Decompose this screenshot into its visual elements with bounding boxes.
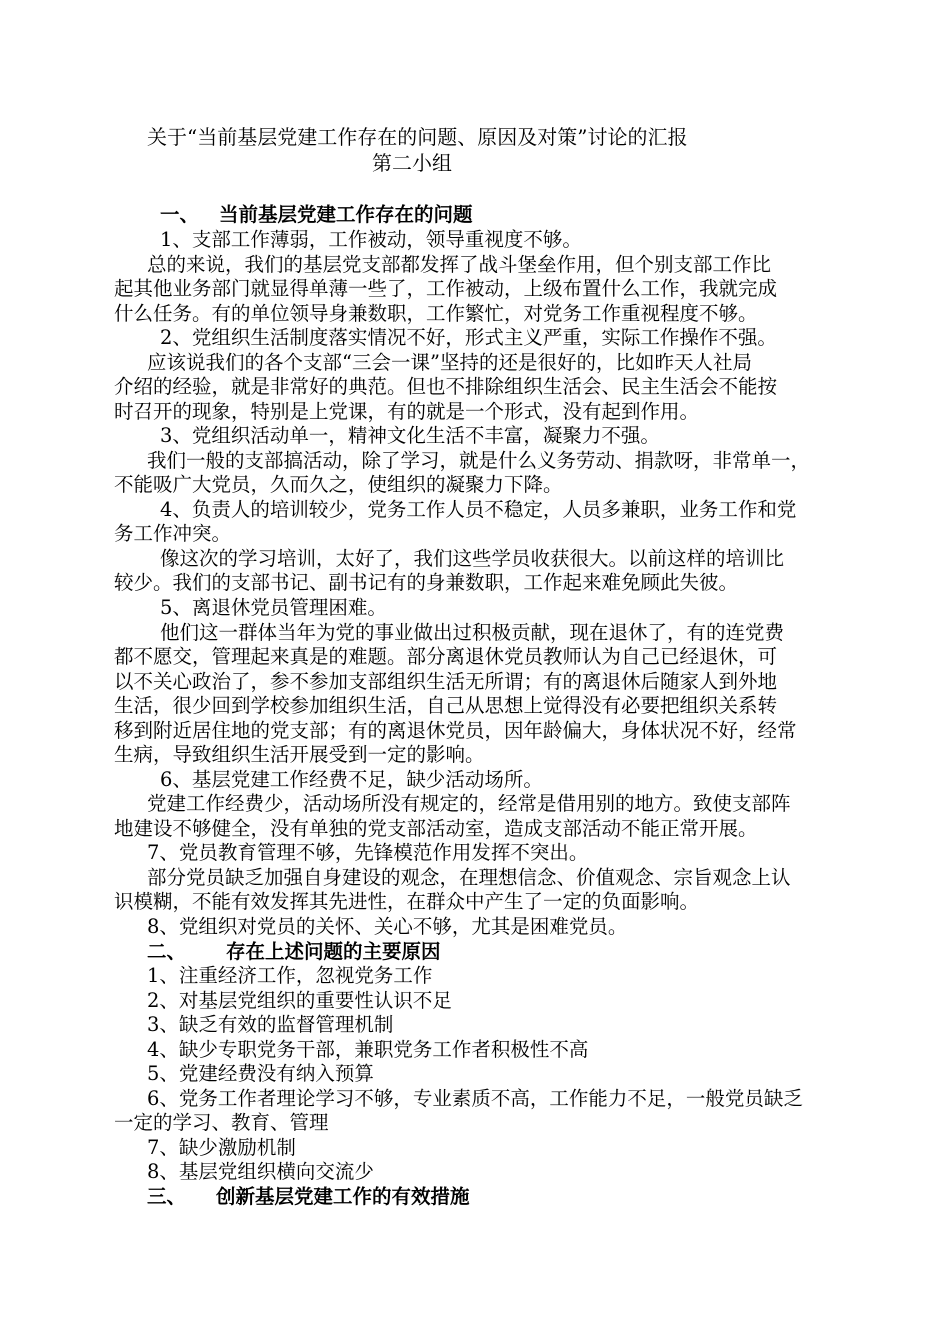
paragraph-line: 部分党员缺乏加强自身建设的观念，在理想信念、价值观念、宗旨观念上认: [147, 866, 791, 889]
paragraph-line: 像这次的学习培训，太好了，我们这些学员收获很大。以前这样的培训比: [160, 547, 785, 570]
section-1-title: 当前基层党建工作存在的问题: [219, 203, 473, 226]
paragraph-line: 移到附近居住地的党支部；有的离退休党员，因年龄偏大，身体状况不好，经常: [114, 719, 797, 742]
paragraph-line: 地建设不够健全，没有单独的党支部活动室，造成支部活动不能正常开展。: [114, 817, 758, 840]
paragraph-line: 6、基层党建工作经费不足，缺少活动场所。: [160, 768, 543, 791]
paragraph-line: 3、党组织活动单一，精神文化生活不丰富，凝聚力不强。: [160, 424, 660, 447]
section-2-heading: [147, 939, 441, 964]
paragraph-line: 我们一般的支部搞活动，除了学习，就是什么义务劳动、捐款呀，非常单一，: [147, 449, 811, 472]
section-1-number: 一、: [160, 203, 200, 226]
reason-item: 4、缺少专职党务干部，兼职党务工作者积极性不高: [147, 1038, 589, 1061]
paragraph-line: 什么任务。有的单位领导身兼数职，工作繁忙，对党务工作重视程度不够。: [114, 302, 758, 325]
paragraph-line: 生病，导致组织生活开展受到一定的影响。: [114, 743, 485, 766]
document-title: 关于“当前基层党建工作存在的问题、原因及对策”讨论的汇报: [147, 125, 688, 149]
paragraph-line: 8、党组织对党员的关怀、关心不够，尤其是困难党员。: [147, 915, 628, 938]
paragraph-line: 4、负责人的培训较少，党务工作人员不稳定，人员多兼职，业务工作和党: [160, 498, 797, 521]
paragraph-line: 较少。我们的支部书记、副书记有的身兼数职，工作起来难免顾此失彼。: [114, 571, 739, 594]
paragraph-line: 识模糊，不能有效发挥其先进性，在群众中产生了一定的负面影响。: [114, 890, 700, 913]
paragraph-line: 总的来说，我们的基层党支部都发挥了战斗堡垒作用，但个别支部工作比: [147, 253, 772, 276]
paragraph-line: 党建工作经费少，活动场所没有规定的，经常是借用别的地方。致使支部阵: [147, 792, 791, 815]
reason-item: 8、基层党组织横向交流少: [147, 1160, 374, 1183]
paragraph-line: 不能吸广大党员，久而久之，使组织的凝聚力下降。: [114, 473, 563, 496]
reason-item: 5、党建经费没有纳入预算: [147, 1062, 374, 1085]
reason-item: 3、缺乏有效的监督管理机制: [147, 1013, 394, 1036]
document-subtitle: 第二小组: [372, 151, 452, 175]
reason-item: 2、对基层党组织的重要性认识不足: [147, 989, 452, 1012]
reason-item: 1、注重经济工作，忽视党务工作: [147, 964, 433, 987]
paragraph-line: 他们这一群体当年为党的事业做出过积极贡献，现在退休了，有的连党费: [160, 621, 785, 644]
section-3-heading: [147, 1184, 470, 1209]
paragraph-line: 7、党员教育管理不够，先锋模范作用发挥不突出。: [147, 841, 589, 864]
section-3-title: 创新基层党建工作的有效措施: [216, 1185, 470, 1208]
reason-item: 6、党务工作者理论学习不够，专业素质不高，工作能力不足，一般党员缺乏: [147, 1087, 803, 1110]
section-1-heading: [160, 202, 473, 227]
section-2-number: 二、: [147, 940, 187, 963]
paragraph-line: 2、党组织生活制度落实情况不好，形式主义严重，实际工作操作不强。: [160, 326, 777, 349]
paragraph-line: 5、离退休党员管理困难。: [160, 596, 387, 619]
paragraph-line: 务工作冲突。: [114, 522, 232, 545]
reason-item: 7、缺少激励机制: [147, 1136, 296, 1159]
paragraph-line: 应该说我们的各个支部“三会一课”坚持的还是很好的，比如昨天人社局: [147, 351, 752, 374]
paragraph-line: 1、支部工作薄弱，工作被动，领导重视度不够。: [160, 228, 582, 251]
reason-item: 一定的学习、教育、管理: [114, 1111, 329, 1134]
paragraph-line: 时召开的现象，特别是上党课，有的就是一个形式，没有起到作用。: [114, 400, 700, 423]
section-2-title: 存在上述问题的主要原因: [226, 940, 441, 963]
paragraph-line: 介绍的经验，就是非常好的典范。但也不排除组织生活会、民主生活会不能按: [114, 375, 778, 398]
paragraph-line: 以不关心政治了，参不参加支部组织生活无所谓；有的离退休后随家人到外地: [114, 670, 778, 693]
paragraph-line: 起其他业务部门就显得单薄一些了，工作被动，上级布置什么工作，我就完成: [114, 277, 778, 300]
paragraph-line: 生活，很少回到学校参加组织生活，自己从思想上觉得没有必要把组织关系转: [114, 694, 778, 717]
section-3-number: 三、: [147, 1185, 187, 1208]
paragraph-line: 都不愿交，管理起来真是的难题。部分离退休党员教师认为自己已经退休，可: [114, 645, 778, 668]
